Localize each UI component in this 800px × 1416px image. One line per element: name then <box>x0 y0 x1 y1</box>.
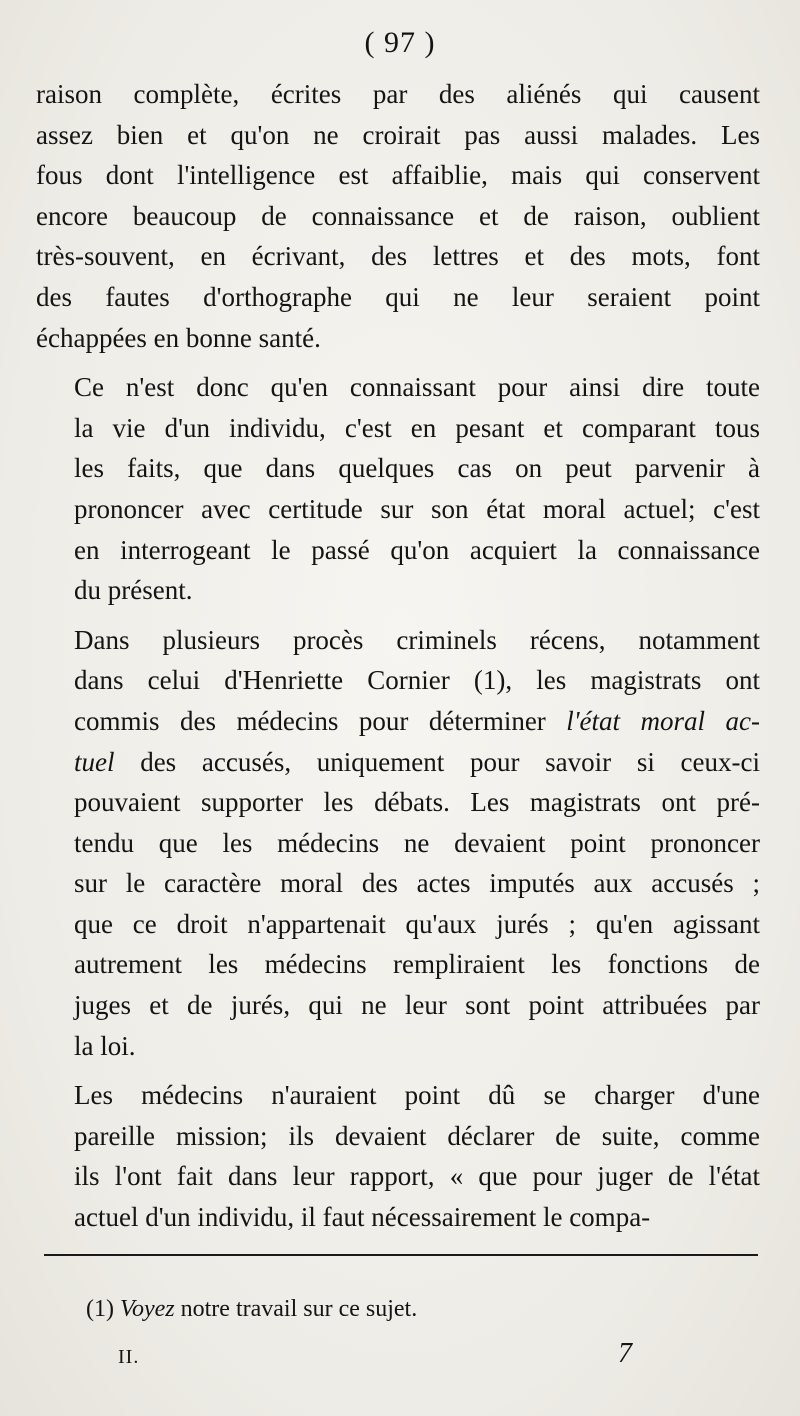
text-line: tuel des accusés, uniquement pour savoir si ceux-ci <box>74 746 760 777</box>
text-line: la vie d'un individu, c'est en pesant et comparant tous <box>74 412 760 443</box>
page-number: ( 97 ) <box>364 26 436 59</box>
text-line: pouvaient supporter les débats. Les magistrats ont pré- <box>74 787 760 818</box>
text-line: assez bien et qu'on ne croirait pas aussi malades. Les <box>36 119 760 150</box>
gathering-mark: 7 <box>618 1338 632 1369</box>
footnote-rule <box>44 1254 758 1256</box>
text-line: très-souvent, en écrivant, des lettres et des mots, font <box>36 241 760 272</box>
text-line: prononcer avec certitude sur son état moral actuel; c'est <box>74 493 760 524</box>
text-line: du présent. <box>74 575 193 606</box>
text-line: que ce droit n'appartenait qu'aux jurés ; qu'en agissant <box>74 908 760 939</box>
text-line: dans celui d'Henriette Cornier (1), les magistrats ont <box>74 665 760 696</box>
text-line: échappées en bonne santé. <box>36 322 321 353</box>
text-line: raison complète, écrites par des aliénés qui causent <box>36 79 760 109</box>
paragraph <box>36 367 760 611</box>
footnote <box>86 1296 417 1323</box>
italic-text: tuel <box>74 746 115 777</box>
signature-mark: II. <box>118 1346 140 1368</box>
text-line: pareille mission; ils devaient déclarer de suite, comme <box>74 1120 760 1151</box>
paragraph <box>36 1075 760 1237</box>
text-line: commis des médecins pour déterminer l'état moral ac- <box>74 705 760 736</box>
text-line: Ce n'est donc qu'en connaissant pour ainsi dire toute <box>74 372 760 403</box>
italic-text: l'état moral ac- <box>566 705 760 736</box>
text-line: Dans plusieurs procès criminels récens, notamment <box>74 624 760 655</box>
footnote-marker: (1) <box>86 1296 114 1322</box>
text-line: actuel d'un individu, il faut nécessairement le compa- <box>74 1202 651 1233</box>
text-line: en interrogeant le passé qu'on acquiert la connaissance <box>74 534 760 565</box>
text-line: sur le caractère moral des actes imputés aux accusés ; <box>74 868 760 899</box>
text-line: fous dont l'intelligence est affaiblie, mais qui conservent <box>36 160 760 191</box>
paragraph <box>36 74 760 358</box>
body-text <box>36 74 760 1247</box>
footnote-text: notre travail sur ce sujet. <box>174 1296 418 1322</box>
text-line: la loi. <box>74 1030 136 1061</box>
text-line: les faits, que dans quelques cas on peut parvenir à <box>74 453 760 484</box>
text-line: Les médecins n'auraient point dû se charger d'une <box>74 1080 760 1111</box>
text-line: ils l'ont fait dans leur rapport, « que pour juger de l'état <box>74 1161 760 1192</box>
footnote-italic: Voyez <box>119 1296 175 1322</box>
text-line: tendu que les médecins ne devaient point prononcer <box>74 827 760 858</box>
text-line: juges et de jurés, qui ne leur sont point attribuées par <box>74 990 760 1021</box>
text-line: des fautes d'orthographe qui ne leur seraient point <box>36 281 760 312</box>
text-line: autrement les médecins rempliraient les fonctions de <box>74 949 760 980</box>
paragraph <box>36 620 760 1067</box>
text-line: encore beaucoup de connaissance et de raison, oublient <box>36 200 760 231</box>
